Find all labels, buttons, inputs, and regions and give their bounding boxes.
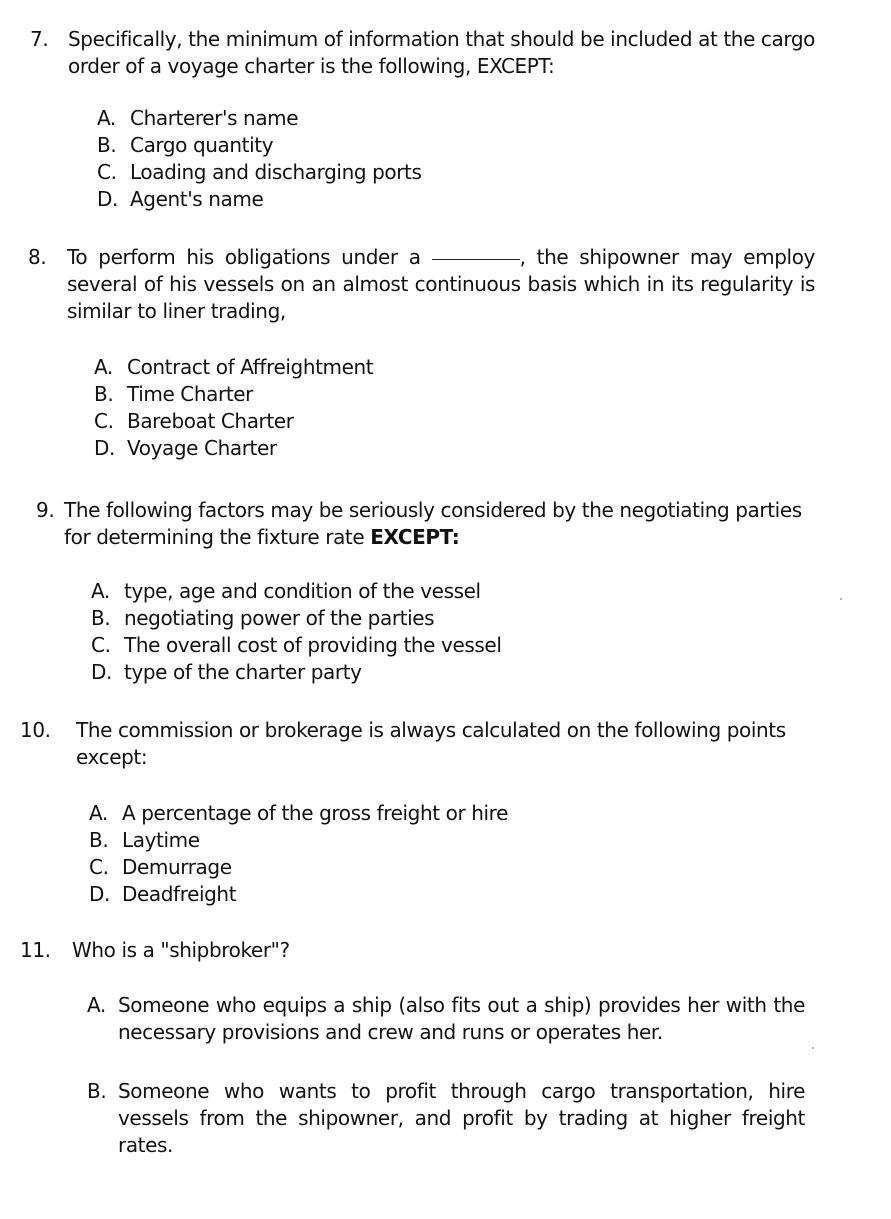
option-a [91, 578, 501, 605]
option-letter: B. [89, 828, 109, 852]
option-letter: A. [94, 355, 113, 379]
option-text: Bareboat Charter [127, 409, 294, 433]
option-text: Charterer's name [130, 106, 299, 130]
question-text-body: The following factors may be seriously considered by the negotiating parties for determining the fixture rate [64, 498, 802, 549]
question-number: 9. [36, 498, 55, 522]
option-text: Time Charter [127, 382, 253, 406]
option-b [91, 605, 501, 632]
option-c [89, 854, 508, 881]
question-text: Who is a "shipbroker"? [72, 938, 290, 962]
option-d [89, 881, 508, 908]
option-letter: C. [97, 160, 117, 184]
option-letter: C. [89, 855, 109, 879]
option-text: The overall cost of providing the vessel [124, 633, 502, 657]
option-letter: A. [97, 106, 116, 130]
question-number: 11. [20, 938, 51, 962]
question-text-before-blank: To perform his obligations under a [67, 245, 421, 269]
option-text: Laytime [122, 828, 200, 852]
question-emphasis: EXCEPT: [370, 525, 460, 549]
option-letter: B. [87, 1079, 107, 1103]
option-text: A percentage of the gross freight or hire [122, 801, 508, 825]
option-letter: D. [97, 187, 118, 211]
option-text: Someone who wants to profit through cargo transportation, hire vessels from the shipowner, and profit by trading at higher freight rates. [118, 1079, 805, 1157]
option-letter: B. [91, 606, 111, 630]
option-text: Demurrage [122, 855, 232, 879]
option-text: Someone who equips a ship (also fits out a ship) provides her with the necessary provisions and crew and runs or operates her. [118, 993, 805, 1044]
option-text: type, age and condition of the vessel [124, 579, 481, 603]
option-text: negotiating power of the parties [124, 606, 435, 630]
option-d [91, 659, 501, 686]
option-letter: C. [91, 633, 111, 657]
option-letter: A. [87, 993, 106, 1017]
question-text-after-blank: , the shipowner may employ several of his vessels on an almost continuous basis which in its regularity is similar to liner trading, [67, 245, 815, 323]
question-number: 8. [28, 245, 47, 269]
option-a [97, 105, 422, 132]
option-d [94, 435, 373, 462]
option-a [94, 354, 373, 381]
answer-blank [432, 259, 520, 260]
option-text: Deadfreight [122, 882, 237, 906]
option-list [94, 354, 373, 462]
option-text: Cargo quantity [130, 133, 274, 157]
option-text: Loading and discharging ports [130, 160, 422, 184]
option-text: type of the charter party [124, 660, 362, 684]
option-text: Agent's name [130, 187, 264, 211]
option-list [97, 105, 422, 213]
option-letter: C. [94, 409, 114, 433]
option-c [94, 408, 373, 435]
option-letter: A. [89, 801, 108, 825]
option-letter: B. [97, 133, 117, 157]
option-b [89, 827, 508, 854]
question-text: Specifically, the minimum of information that should be included at the cargo order of a voyage charter is the following, EXCEPT: [68, 27, 815, 78]
option-letter: D. [89, 882, 110, 906]
option-c [97, 159, 422, 186]
option-b [94, 381, 373, 408]
option-a [87, 992, 805, 1046]
option-letter: B. [94, 382, 114, 406]
option-c [91, 632, 501, 659]
option-d [97, 186, 422, 213]
question-number: 10. [20, 718, 51, 742]
option-letter: D. [94, 436, 115, 460]
option-a [89, 800, 508, 827]
option-text: Contract of Affreightment [127, 355, 374, 379]
option-list [91, 578, 501, 686]
option-letter: D. [91, 660, 112, 684]
question-number: 7. [30, 27, 49, 51]
question-text [67, 244, 815, 325]
scan-speck [812, 1047, 814, 1049]
option-letter: A. [91, 579, 110, 603]
question-text: The commission or brokerage is always calculated on the following points except: [76, 718, 786, 769]
option-text: Voyage Charter [127, 436, 277, 460]
option-b [97, 132, 422, 159]
option-b [87, 1078, 805, 1159]
option-list [89, 800, 508, 908]
scan-speck [840, 598, 842, 600]
question-text [64, 497, 824, 551]
